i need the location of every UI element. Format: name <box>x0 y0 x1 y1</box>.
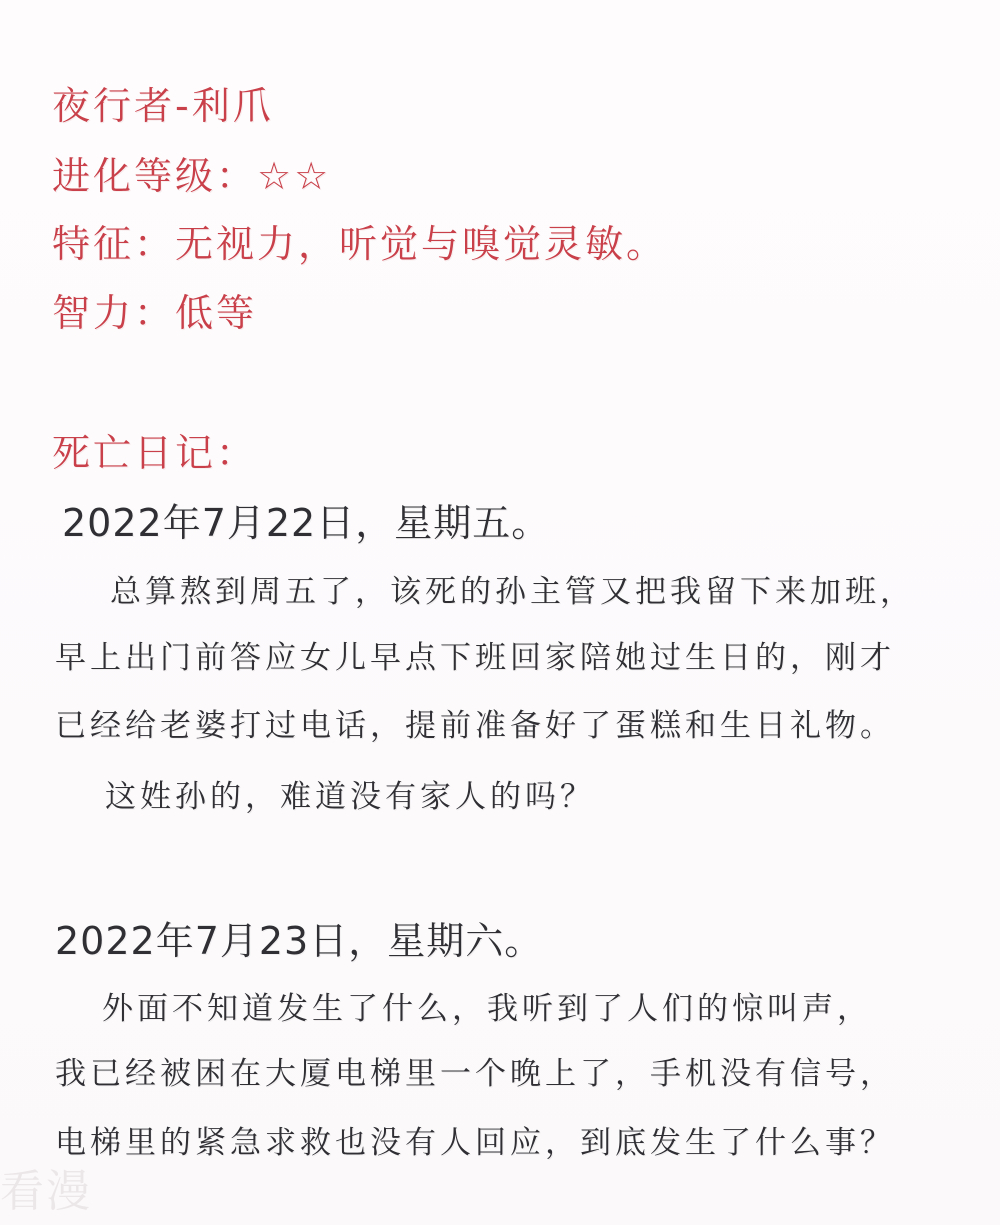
evolution-level: 进化等级：☆☆ <box>52 154 332 198</box>
diary-entry-1-date: 2022年7月22日，星期五。 <box>62 501 551 545</box>
diary-entry-1-line: 这姓孙的，难道没有家人的吗？ <box>105 779 595 815</box>
diary-entry-2-line: 外面不知道发生了什么，我听到了人们的惊叫声， <box>102 991 872 1027</box>
diary-entry-2-date: 2022年7月23日，星期六。 <box>55 919 544 963</box>
diary-entry-1-line: 已经给老婆打过电话，提前准备好了蛋糕和生日礼物。 <box>55 708 895 744</box>
diary-entry-1-line: 早上出门前答应女儿早点下班回家陪她过生日的，刚才 <box>55 640 895 676</box>
diary-entry-2-line: 我已经被困在大厦电梯里一个晚上了，手机没有信号， <box>55 1056 895 1092</box>
monster-name: 夜行者-利爪 <box>52 84 274 128</box>
diary-heading: 死亡日记： <box>52 431 258 475</box>
monster-intelligence: 智力：低等 <box>52 291 258 335</box>
monster-feature: 特征：无视力，听觉与嗅觉灵敏。 <box>52 222 668 266</box>
diary-entry-2-line: 电梯里的紧急求救也没有人回应，到底发生了什么事？ <box>55 1125 895 1161</box>
diary-entry-1-line: 总算熬到周五了，该死的孙主管又把我留下来加班， <box>110 574 915 610</box>
watermark: 看漫 <box>0 1166 92 1217</box>
